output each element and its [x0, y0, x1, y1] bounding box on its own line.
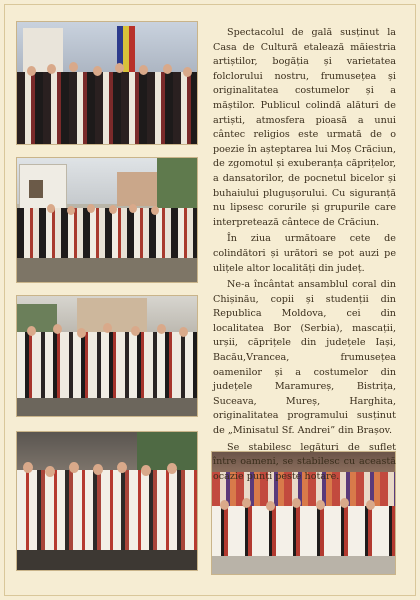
article-text: [213, 26, 396, 486]
article-paragraph-4: Se stabilesc legături de suflet între oameni, se stabilesc cu această ocazie punți peste hotare.: [213, 441, 396, 482]
photo-children-choir: [17, 432, 197, 570]
article-paragraph-3: Ne-a încântat ansamblul coral din Chișinău, copii și studenții din Republica Moldova, cei din localitatea Bor (Serbia), mascații, urșii, căprițele din județele Iași, Bacău,Vrancea, frumusețea oamenilor și a costumelor din județele Maramureș, Bistrița, Suceava, Mureș, Harghita, originalitatea programului susținut de „Minisatul Sf. Andrei” din Brașov.: [213, 279, 396, 437]
article-paragraph-1: Spectacolul de gală susținut la Casa de Cultură etalează măiestria artiștilor, bogăția și varietatea folclorului nostru, frumusețea și originalitatea costumelor și a măștilor. Publicul colindă alături de artiști, atmosfera pioasă a unui cântec religios este urmată de o poezie în așteptarea lui Moș Crăciun, de zgomotul și exuberanța căprițelor, a dansatorilor, de pocnetul bicelor și buhaiului plugușorului. Cu siguranță nu lipsesc corurile și grupurile care interpretează cântece de Crăciun.: [213, 27, 396, 228]
photo-group-folk-dancers: [17, 296, 197, 416]
photo-group-outdoor-village: [17, 158, 197, 282]
article-paragraph-2: În ziua următoare cete de colindători și urători se pot auzi pe ulițele altor localități din județ.: [213, 233, 396, 274]
photo-group-costumes-church: [17, 22, 197, 144]
